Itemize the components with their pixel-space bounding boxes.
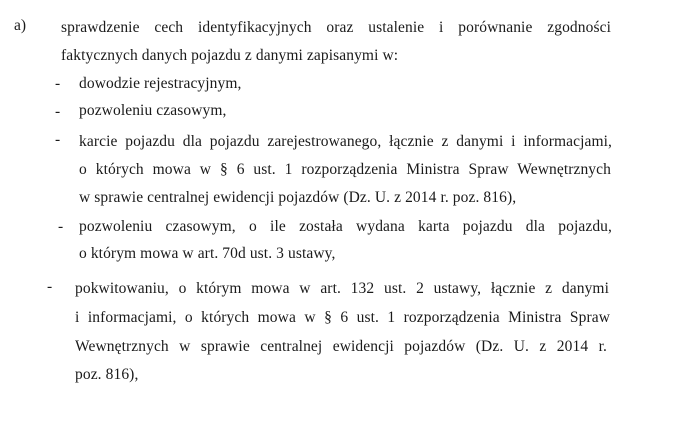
intro-line-2: faktycznych danych pojazdu z danymi zapisanymi w:: [61, 47, 399, 64]
bullet-5-line-2: i informacjami, o których mowa w § 6 ust. 1 rozporządzenia Ministra Spraw: [75, 309, 610, 326]
bullet-marker-5: -: [47, 278, 53, 295]
bullet-5-line-1: pokwitowaniu, o którym mowa w art. 132 ust. 2 ustawy, łącznie z danymi: [75, 280, 609, 297]
bullet-marker-2: -: [55, 103, 61, 120]
bullet-3-line-3: w sprawie centralnej ewidencji pojazdów (Dz. U. z 2014 r. poz. 816),: [79, 189, 517, 206]
bullet-4-line-1: pozwoleniu czasowym, o ile została wydana karta pojazdu dla pojazdu,: [79, 218, 612, 235]
bullet-2-line-1: pozwoleniu czasowym,: [79, 102, 227, 119]
item-label: a): [14, 17, 27, 34]
bullet-5-line-4: poz. 816),: [75, 366, 139, 383]
bullet-marker-4: -: [58, 218, 64, 235]
intro-line-1: sprawdzenie cech identyfikacyjnych oraz ustalenie i porównanie zgodności: [61, 19, 611, 36]
bullet-1-line-1: dowodzie rejestracyjnym,: [79, 75, 242, 92]
bullet-marker-3: -: [55, 131, 61, 148]
bullet-3-line-2: o których mowa w § 6 ust. 1 rozporządzenia Ministra Spraw Wewnętrznych: [79, 161, 611, 178]
bullet-marker-1: -: [55, 75, 61, 92]
bullet-4-line-2: o którym mowa w art. 70d ust. 3 ustawy,: [79, 245, 336, 262]
bullet-5-line-3: Wewnętrznych w sprawie centralnej ewidencji pojazdów (Dz. U. z 2014 r.: [75, 338, 607, 355]
bullet-3-line-1: karcie pojazdu dla pojazdu zarejestrowanego, łącznie z danymi i informacjami,: [79, 133, 612, 150]
